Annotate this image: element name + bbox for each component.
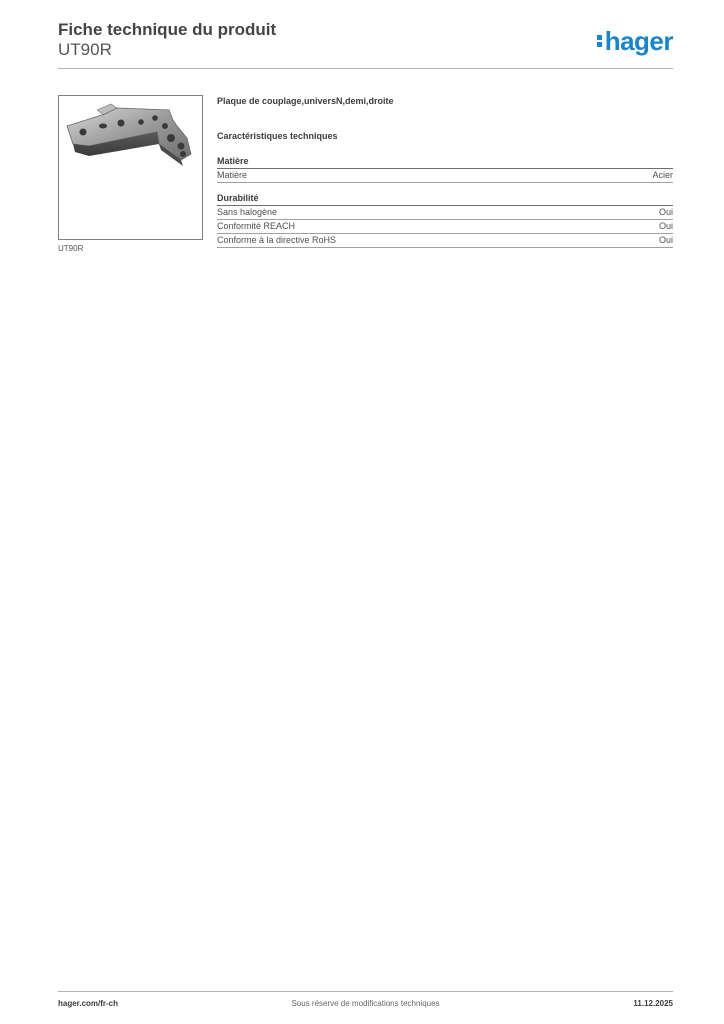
spec-value: Oui [658, 235, 673, 245]
page-title: Fiche technique du produit [58, 20, 277, 39]
product-name: Plaque de couplage,universN,demi,droite [217, 96, 394, 106]
spec-value: Acier [652, 170, 673, 180]
spec-row [217, 220, 673, 234]
group-title-matiere: Matière [217, 156, 673, 169]
coupling-plate-image [59, 96, 202, 239]
logo-text: hager [604, 26, 673, 56]
footer-disclaimer: Sous réserve de modifications techniques [291, 999, 440, 1008]
footer-divider [58, 991, 673, 992]
hager-logo [597, 26, 673, 56]
spec-row [217, 234, 673, 248]
spec-label: Matière [217, 170, 248, 180]
header-divider [58, 68, 673, 69]
image-caption: UT90R [58, 244, 84, 253]
spec-row [217, 206, 673, 220]
spec-label: Conformité REACH [217, 221, 296, 231]
product-reference: UT90R [58, 40, 112, 59]
specifications [217, 96, 673, 248]
footer-website-link[interactable]: hager.com/fr-ch [58, 999, 119, 1008]
product-image [58, 95, 203, 240]
footer-date: 11.12.2025 [633, 999, 673, 1008]
group-title-durabilite: Durabilité [217, 193, 673, 206]
spec-value: Oui [658, 221, 673, 231]
section-title: Caractéristiques techniques [217, 131, 338, 141]
spec-label: Sans halogène [217, 207, 278, 217]
spec-label: Conforme à la directive RoHS [217, 235, 337, 245]
spec-row [217, 169, 673, 183]
footer [58, 999, 673, 1008]
spec-value: Oui [658, 207, 673, 217]
header [58, 20, 276, 60]
logo-dots-icon [597, 33, 602, 49]
